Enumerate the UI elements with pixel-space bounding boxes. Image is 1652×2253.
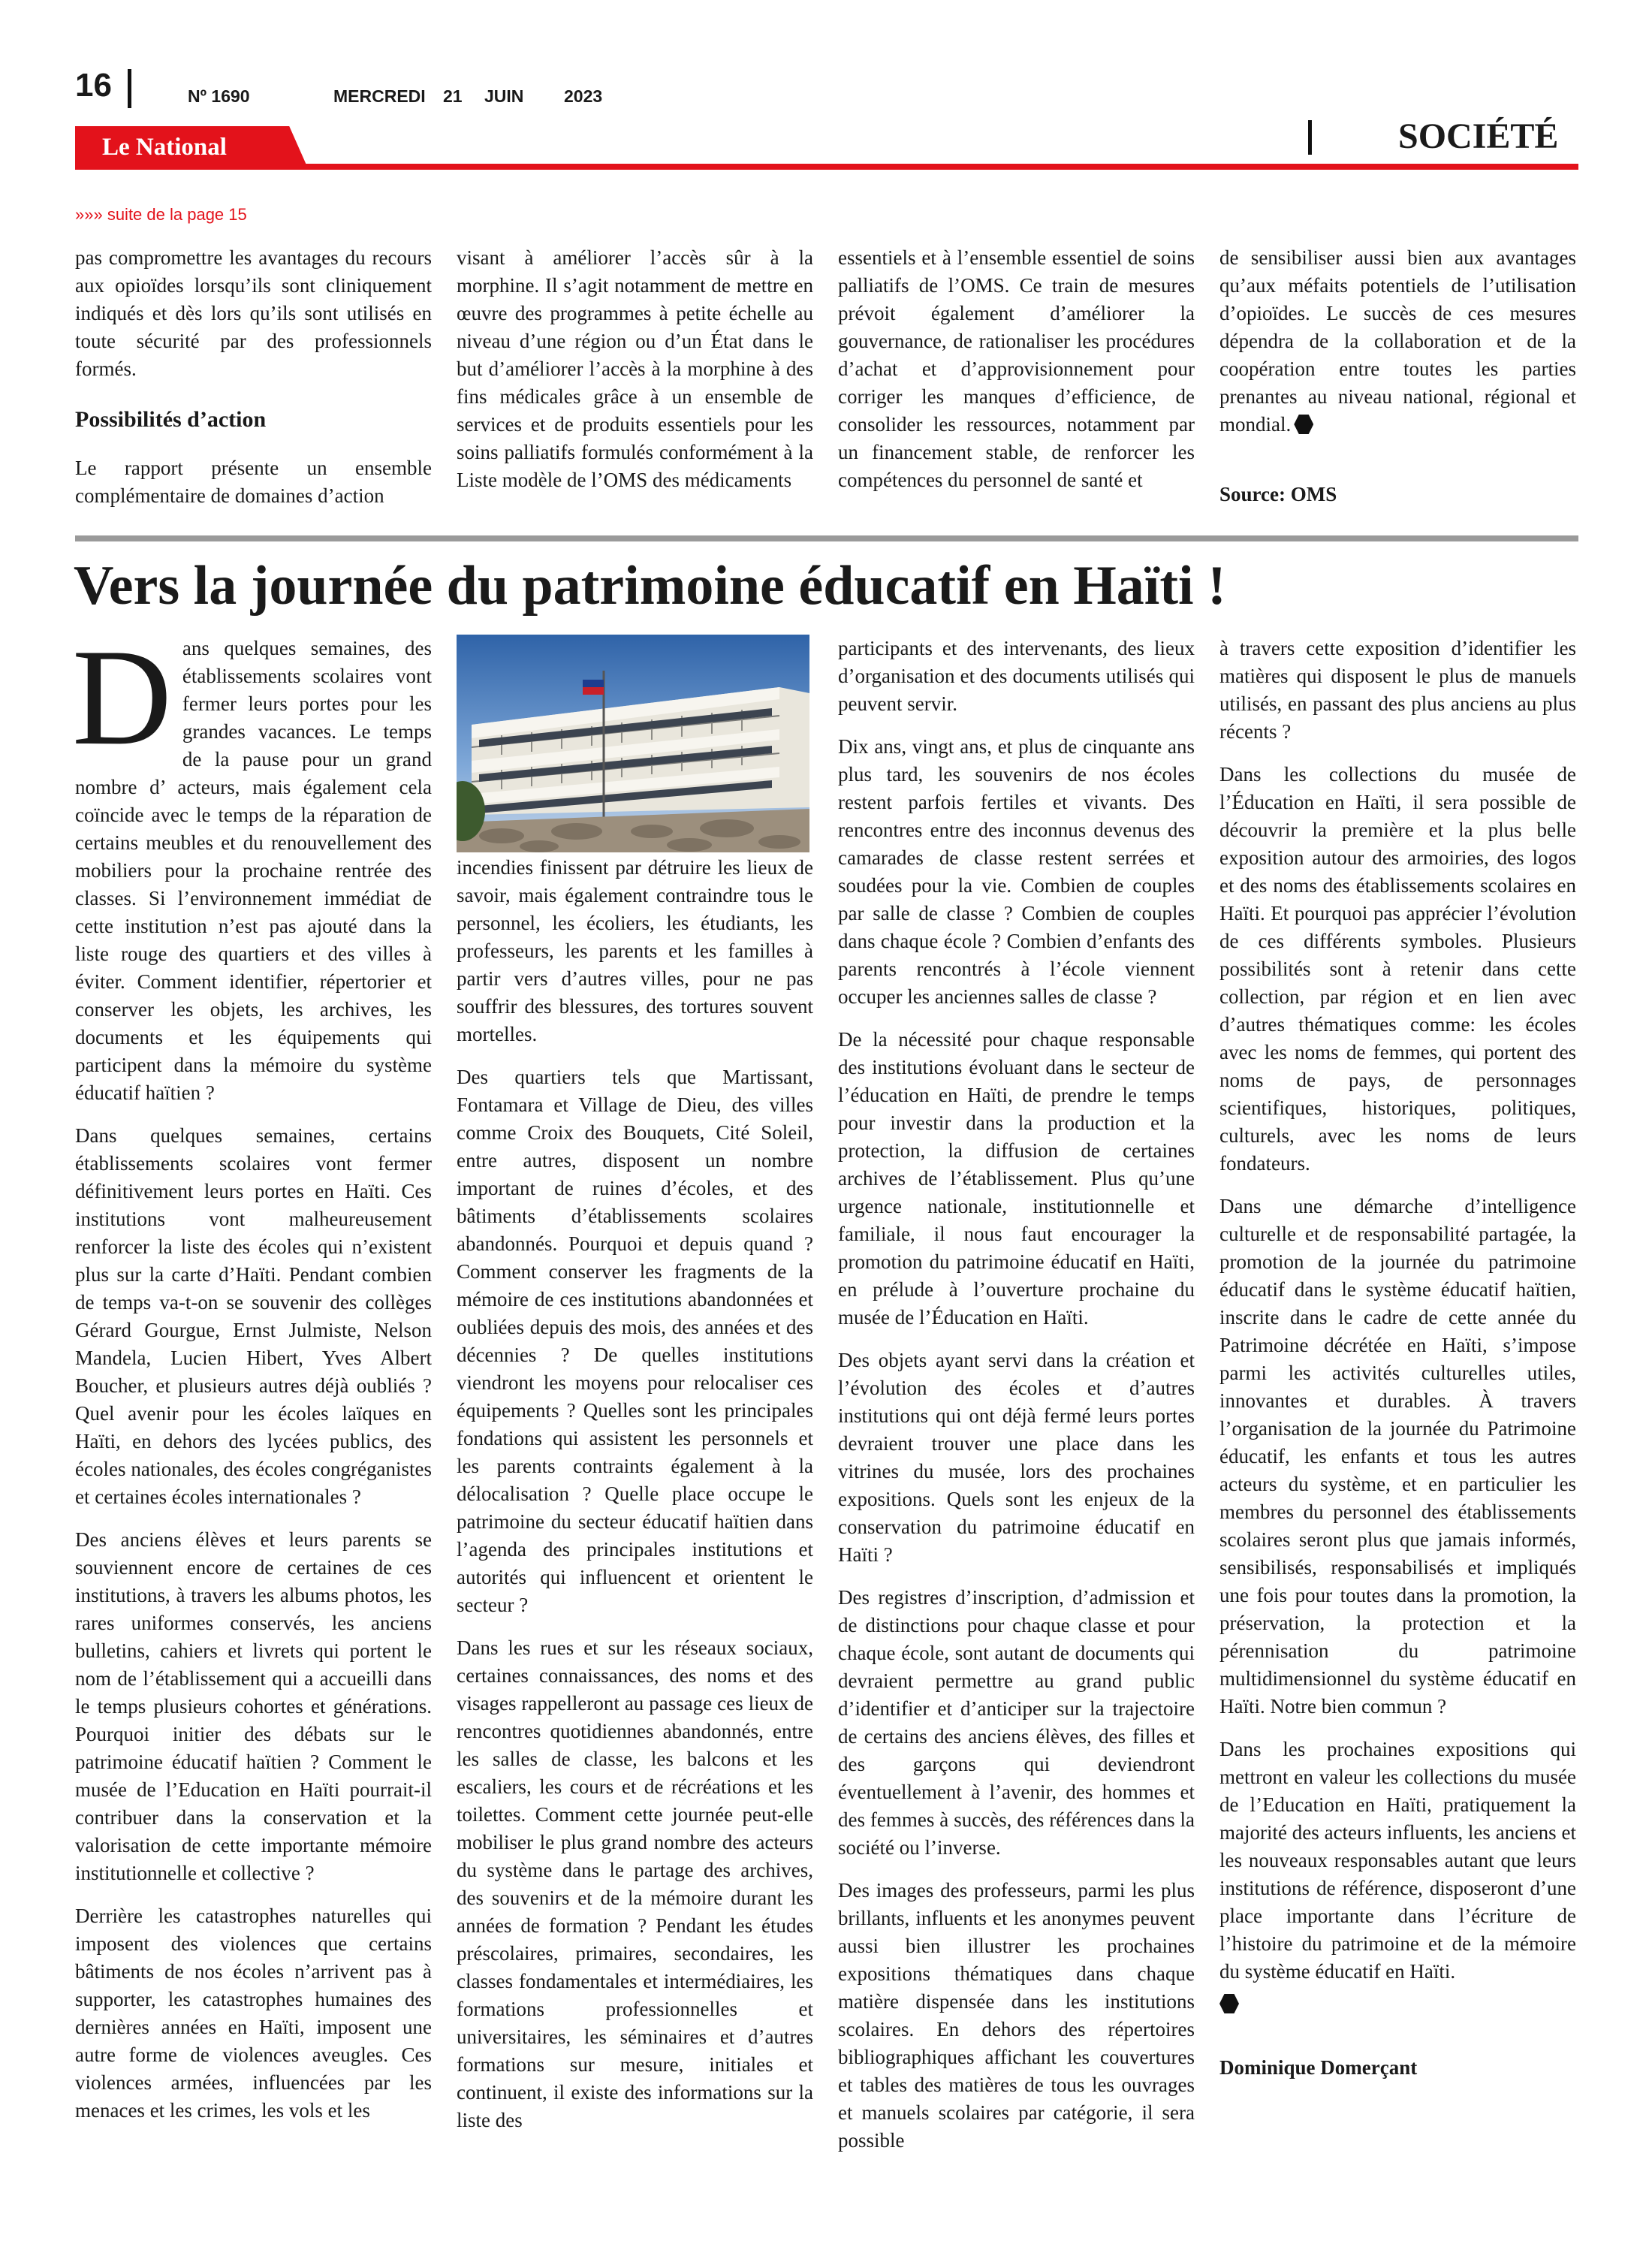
end-mark-row (1219, 1990, 1576, 2018)
paragraph: Dans les rues et sur les réseaux sociaux, certaines connaissances, des noms et des visages rappelleront au passage ces lieux de rencontres quotidiennes abandonnés, entre les salles de classe, les balcons et les escaliers, les cours et de récréations et les toilettes. Comment cette journée peut-elle mobiliser le plus grand nombre des acteurs du système dans le partage des archives, des souvenirs et de la mémoire durant les années de formation ? Pendant les études préscolaires, primaires, secondaires, les classes fondamentales et intermédiaires, les formations professionnelles et universitaires, les séminaires et d’autres formations sur mesure, initiales et continuent, il existe des informations sur la liste des (457, 1636, 813, 2131)
paragraph: Des registres d’inscription, d’admission et de distinctions pour chaque classe et pour chaque école, sont autant de documents qui devraient permettre au grand public d’identifier et d’anticiper sur la trajectoire de certains des anciens élèves, des filles et des garçons qui deviendront éventuellement à l’avenir, des hommes et des femmes à succès, des références dans la société ou l’inverse. (838, 1586, 1195, 1859)
paragraph (72, 620, 432, 1107)
paragraph: Dans une démarche d’intelligence culturelle et de responsabilité partagée, la promotion de la journée du patrimoine éducatif dans le système éducatif haïtien, inscrite dans le cadre de cette année du Patrimoine décrétée en Haïti, s’impose parmi les activités culturelles utiles, innovantes et durables. À travers l’organisation de la journée du Patrimoine éducatif, les enfants et tous les autres acteurs du système, et en particulier les membres du personnel des établissements scolaires seront plus que jamais informés, sensibilisés, responsabilisés et impliqués une fois pour toutes dans la promotion, la préservation, la protection et la pérennisation du patrimoine multidimensionnel du système éducatif en Haïti. Notre bien commun ? (1219, 1195, 1576, 1718)
end-mark-icon (1219, 1994, 1239, 2013)
paragraph: incendies finissent par détruire les lieux de savoir, mais également contraindre tous le personnel, les écoliers, les étudiants, les professeurs, les parents et les familles à partir vers d’autres villes, pour ne pas souffrir des blessures, des tortures souvent mortelles. (457, 856, 813, 1045)
paragraph: Dix ans, vingt ans, et plus de cinquante ans plus tard, les souvenirs de nos écoles restent parfois fertiles et vivants. Des rencontres entre des inconnus devenus des camarades de classe restent serrées et soudées pour la vie. Combien de couples par salle de classe ? Combien de couples dans chaque école ? Combien d’enfants des parents rencontrés à l’école viennent occuper les anciennes salles de classe ? (838, 735, 1195, 1008)
article-byline: Dominique Domerçant (1219, 2056, 1418, 2079)
paragraph (1219, 244, 1576, 439)
paragraph: Des anciens élèves et leurs parents se souviennent encore de certaines de ces institutions, à travers les albums photos, les rares uniformes conservés, les anciens bulletins, cahiers et livrets qui portent le nom de l’établissement qui a accueilli dans le temps plusieurs cohortes et générations. Pourquoi initier des débats sur le patrimoine éducatif haïtien ? Comment le musée de l’Education en Haïti pourrait-il contribuer dans la conservation et la valorisation de cette importante mémoire institutionnelle et collective ? (75, 1528, 432, 1884)
paragraph: Des images des professeurs, parmi les plus brillants, influents et les anonymes peuvent aussi bien illustrer les prochaines expositions thématiques dans chaque matière dispensée dans les institutions scolaires. En dehors des répertoires bibliographiques affichant les couvertures et tables des matières de tous les ouvrages et manuels scolaires par catégorie, il sera possible (838, 1879, 1195, 2152)
paragraph: Des quartiers tels que Martissant, Fontamara et Village de Dieu, des villes comme Croix des Bouquets, Cité Soleil, entre autres, disposent un nombre important de ruines d’écoles, et des bâtiments d’établissements scolaires abandonnés. Pourquoi et depuis quand ? Comment conserver les fragments de la mémoire de ces institutions abandonnées et oubliées depuis des mois, des années et des décennies ? De quelles institutions viendront les moyens pour relocaliser ces équipements ? Quelles sont les principales fondations qui assistent les personnels et les parents contraints également à la délocalisation ? Quelle place occupe le patrimoine du secteur éducatif haïtien dans l’agenda des principales institutions et autorités qui influencent et orientent le secteur ? (457, 1066, 813, 1616)
article-source: Source: OMS (1219, 483, 1337, 505)
top-article-column-4 (1219, 244, 1576, 508)
paragraph: Dans quelques semaines, certains établissements scolaires vont fermer définitivement leurs portes en Haïti. Ces institutions vont malheureusement renforcer la liste des écoles qui n’existent plus sur la carte d’Haïti. Pendant combien de temps va-t-on se souvenir des collèges Gérard Gourgue, Ernst Julmiste, Nelson Mandela, Lucien Hibert, Yves Albert Boucher, et plusieurs autres déjà oubliés ? Quel avenir pour les écoles laïques en Haïti, en dehors des lycées publics, des écoles nationales, des écoles congréganistes et certaines écoles internationales ? (75, 1124, 432, 1508)
paragraph-text: ans quelques semaines, des établissements scolaires vont fermer leurs portes pour les grandes vacances. Le temps de la pause pour un grand nombre d’ acteurs, mais également cela coïncide avec le temps de la réparation de certains meubles et du renouvellement des mobiliers pour la prochaine rentrée des classes. Si l’environnement immédiat de cette institution n’est pas ajouté dans la liste rouge des quartiers et des villes à éviter. Comment identifier, répertorier et conserver les objets, les archives, les documents et les équipements qui participent dans la mémoire du système éducatif haïtien ? (75, 637, 432, 1104)
issue-number: Nº 1690 (188, 86, 250, 106)
main-article-column-1 (72, 620, 432, 2125)
article-separator (75, 535, 1578, 541)
paragraph: pas compromettre les avantages du recours aux opioïdes lorsqu’ils sont cliniquement indiqués et dès lors qu’ils sont utilisés en toute sécurité par des professionnels formés. (75, 246, 432, 380)
top-article-column-1 (75, 244, 432, 510)
brand-name: Le National (102, 134, 227, 161)
date-month: JUIN (484, 86, 524, 106)
paragraph: De la nécessité pour chaque responsable des institutions évoluant dans le secteur de l’éducation en Haïti, de prendre le temps pour investir dans la production et la protection, la diffusion de certaines archives de l’établissement. Plus qu’une urgence nationale, institutionnelle et familiale, il nous faut encourager la promotion du patrimoine éducatif en Haïti, en prélude à l’ouverture prochaine du musée de l’Éducation en Haïti. (838, 1028, 1195, 1329)
paragraph: Des objets ayant servi dans la création et l’évolution des écoles et d’autres institutions qui ont déjà fermé leurs portes devraient trouver une place dans les vitrines du musée, lors des prochaines expositions. Quels sont les enjeux de la conservation du patrimoine éducatif en Haïti ? (838, 1349, 1195, 1566)
date-weekday: MERCREDI (333, 86, 426, 106)
date-day: 21 (443, 86, 463, 106)
top-article-column-2 (457, 244, 813, 494)
main-article-column-4 (1219, 635, 1576, 2082)
date-year: 2023 (564, 86, 603, 106)
continuation-note: »»» suite de la page 15 (75, 205, 247, 224)
section-title: SOCIÉTÉ (1398, 116, 1559, 156)
school-building-illustration (457, 635, 809, 852)
school-building-photo (457, 635, 809, 852)
paragraph: Le rapport présente un ensemble complémentaire de domaines d’action (75, 457, 432, 507)
drop-cap: D (72, 620, 172, 774)
subheading: Possibilités d’action (75, 407, 267, 432)
paragraph: Dans les prochaines expositions qui mettront en valeur les collections du musée de l’Education en Haïti, pratiquement la majorité des acteurs influents, les anciens et les nouveaux responsables autant que leurs institutions de référence, disposeront d’une place importante dans l’écriture de l’histoire du patrimoine et de la mémoire du système éducatif en Haïti. (1219, 1738, 1576, 1983)
page-number-divider (128, 69, 131, 108)
paragraph: Derrière les catastrophes naturelles qui imposent des violences que certains bâtiments de nos écoles n’arrivent pas à supporter, les catastrophes humaines des dernières années en Haïti, imposent une autre forme de violences aveugles. Ces violences armées, influencées par les menaces et les crimes, les vols et les (75, 1905, 432, 2122)
main-article-column-3 (838, 635, 1195, 2155)
section-divider (1308, 120, 1312, 155)
page-number: 16 (75, 67, 112, 104)
paragraph: Dans les collections du musée de l’Éducation en Haïti, il sera possible de découvrir la première et la plus belle exposition autour des armoiries, des logos et des noms des établissements scolaires en Haïti. Et pourquoi pas apprécier l’évolution de ces différents symboles. Plusieurs possibilités sont à retenir dans cette collection, par région et en lien avec d’autres thématiques comme: les écoles avec les noms de femmes, qui portent des noms de pays, de personnages scientifiques, historiques, politiques, culturels, avec les noms de leurs fondateurs. (1219, 763, 1576, 1175)
paragraph: à travers cette exposition d’identifier les matières qui disposent le plus de manuels utilisés, en passant des plus anciens au plus récents ? (1219, 637, 1576, 743)
paragraph-text: de sensibiliser aussi bien aux avantages qu’aux méfaits potentiels de l’utilisation d’opioïdes. Le succès de ces mesures dépendra de la collaboration et de la coopération entre toutes les parties prenantes au niveau national, régional et mondial. (1219, 246, 1576, 436)
top-article-column-3 (838, 244, 1195, 494)
paragraph: visant à améliorer l’accès sûr à la morphine. Il s’agit notamment de mettre en œuvre des programmes à petite échelle au niveau d’une région ou d’un État dans le but d’améliorer l’accès à la morphine à des fins médicales grâce à un ensemble de services et de produits essentiels pour les soins palliatifs formulés conformément à la Liste modèle de l’OMS des médicaments (457, 246, 813, 491)
article-headline: Vers la journée du patrimoine éducatif en Haïti ! (74, 555, 1226, 617)
header-rule (75, 164, 1578, 170)
paragraph: essentiels et à l’ensemble essentiel de soins palliatifs de l’OMS. Ce train de mesures prévoit également d’améliorer la gouvernance, de rationaliser les procédures d’achat et d’approvisionnement pour corriger les manques d’efficience, de consolider les ressources, notamment par un financement stable, de renforcer les compétences du personnel de santé et (838, 246, 1195, 491)
paragraph: participants et des intervenants, des lieux d’organisation et des documents utilisés qui peuvent servir. (838, 637, 1195, 715)
end-mark-icon (1294, 415, 1313, 434)
main-article-column-2 (457, 854, 813, 2134)
